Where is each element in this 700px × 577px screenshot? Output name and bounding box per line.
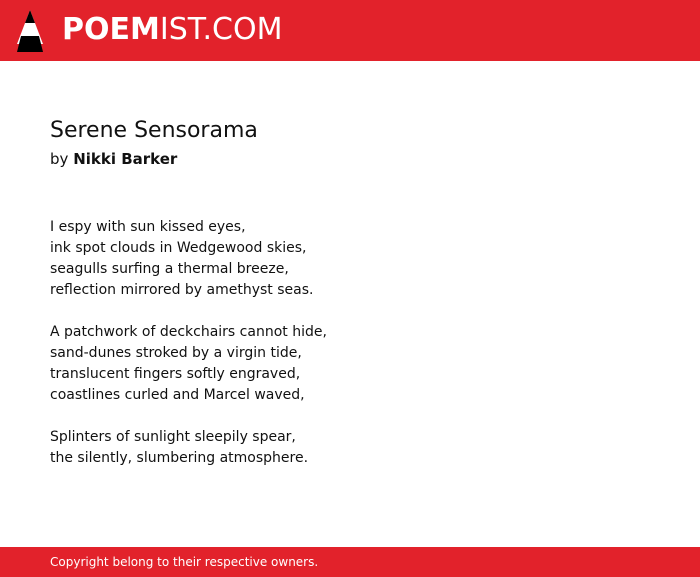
author-name: Nikki Barker bbox=[73, 150, 178, 168]
poem-line: sand-dunes stroked by a virgin tide, bbox=[50, 345, 302, 361]
pencil-icon[interactable] bbox=[16, 10, 44, 52]
poem-line: ink spot clouds in Wedgewood skies, bbox=[50, 240, 307, 256]
poem-line: A patchwork of deckchairs cannot hide, bbox=[50, 324, 327, 340]
poem-line: I espy with sun kissed eyes, bbox=[50, 219, 246, 235]
poem-title: Serene Sensorama bbox=[50, 118, 258, 143]
poem-body bbox=[50, 217, 650, 469]
by-label: by bbox=[50, 150, 69, 168]
poem-content bbox=[50, 116, 650, 490]
poem-line: seagulls surfing a thermal breeze, bbox=[50, 261, 289, 277]
poem-line: the silently, slumbering atmosphere. bbox=[50, 450, 309, 466]
stanza-3 bbox=[50, 427, 650, 469]
copyright-notice: Copyright belong to their respective owners. bbox=[50, 555, 319, 569]
site-logo[interactable] bbox=[62, 12, 282, 48]
logo-text-light: IST.COM bbox=[159, 12, 283, 47]
poem-line: reflection mirrored by amethyst seas. bbox=[50, 282, 314, 298]
poem-line: coastlines curled and Marcel waved, bbox=[50, 387, 305, 403]
poem-line: Splinters of sunlight sleepily spear, bbox=[50, 429, 296, 445]
stanza-1 bbox=[50, 217, 650, 301]
poem-line: translucent fingers softly engraved, bbox=[50, 366, 301, 382]
stanza-2 bbox=[50, 322, 650, 406]
byline bbox=[50, 148, 650, 170]
site-footer bbox=[0, 547, 700, 577]
logo-text-bold: POEM bbox=[62, 12, 160, 47]
site-header bbox=[0, 0, 700, 61]
